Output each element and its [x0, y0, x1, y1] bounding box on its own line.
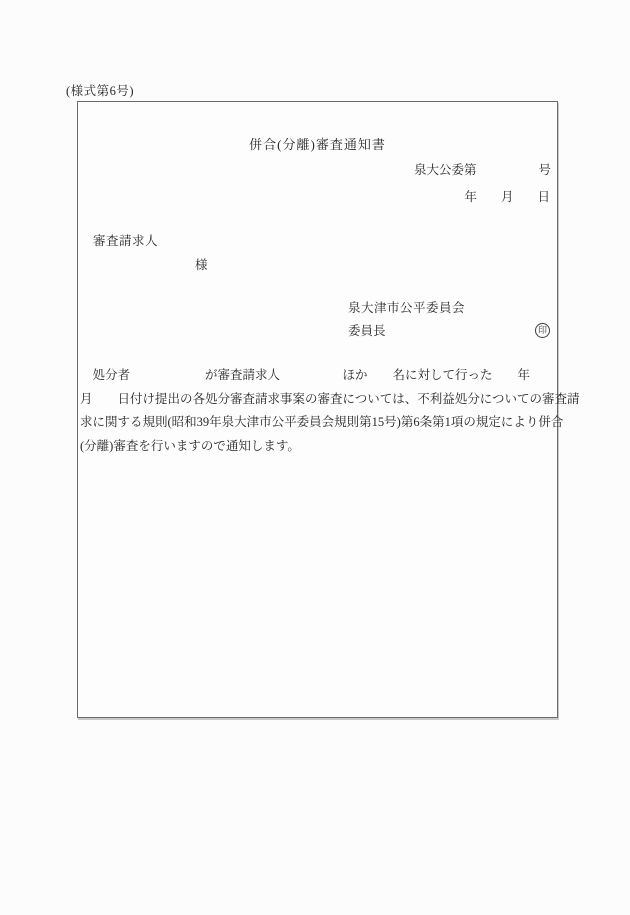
- document-title: 併合(分離)審査通知書: [249, 137, 386, 152]
- date-year-label: 年: [464, 190, 477, 204]
- date-day-label: 日: [537, 190, 550, 204]
- sender-title: 委員長: [348, 324, 386, 338]
- document-border-box: [77, 101, 580, 718]
- form-number-label: (様式第6号): [66, 84, 135, 98]
- document-number-line: [414, 160, 557, 178]
- body-line-2: 月 日付け提出の各処分審査請求事案の審査については、不利益処分についての審査請: [80, 391, 580, 406]
- date-day-blank-field: [513, 200, 537, 201]
- doc-number-suffix: 号: [538, 163, 551, 177]
- doc-number-blank-field: [476, 173, 538, 174]
- seal-mark-icon: [535, 323, 550, 338]
- body-line-4: (分離)審査を行いますので通知します。: [80, 438, 300, 453]
- sender-title-line: [348, 321, 557, 339]
- seal-character: 印: [537, 324, 547, 335]
- addressee-label: 審査請求人: [93, 234, 159, 248]
- date-month-blank-field: [477, 200, 501, 201]
- date-month-label: 月: [500, 190, 514, 204]
- date-line: [464, 187, 557, 205]
- body-line-1: 処分者 が審査請求人 ほか 名に対して行った 年: [80, 368, 531, 382]
- body-line-3: 求に関する規則(昭和39年泉大津市公平委員会規則第15号)第6条第1項の規定により併合: [80, 415, 564, 429]
- addressee-honorific: 様: [195, 258, 208, 272]
- sender-organization: 泉大津市公平委員会: [348, 301, 466, 315]
- doc-number-prefix: 泉大公委第: [413, 163, 477, 177]
- body-paragraph: [80, 364, 580, 458]
